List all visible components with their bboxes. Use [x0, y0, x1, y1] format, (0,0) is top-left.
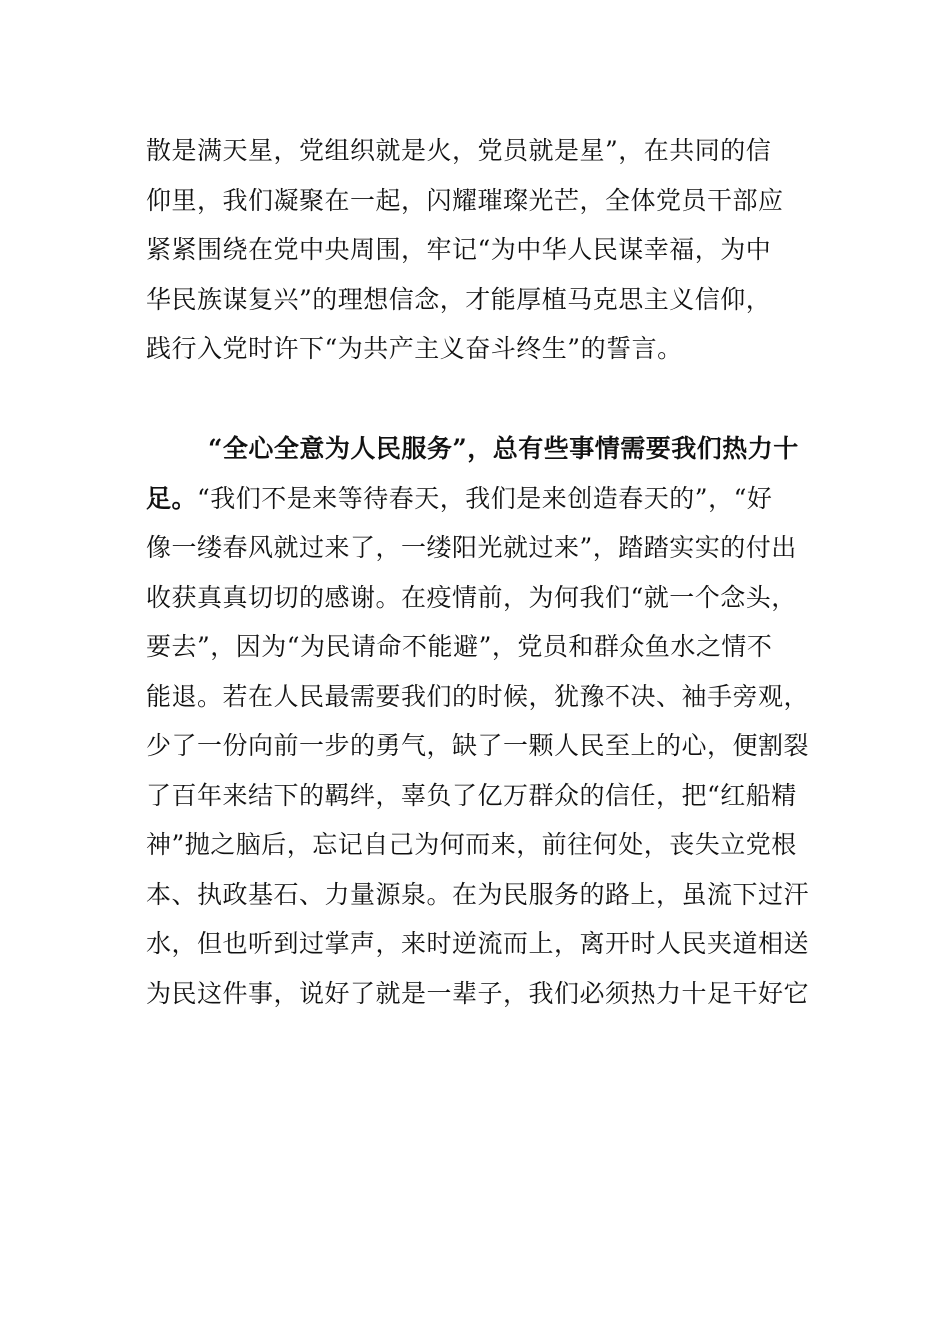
paragraph-line: 了百年来结下的羁绊，辜负了亿万群众的信任，把“红船精	[146, 780, 797, 810]
paragraph-line: 水，但也听到过掌声，来时逆流而上，离开时人民夹道相送	[146, 929, 810, 958]
paragraph-heading: “全心全意为人民服务”，总有些事情需要我们热力十	[208, 434, 799, 463]
paragraph-heading-end: 足。	[146, 483, 198, 513]
paragraph-line: 本、执政基石、力量源泉。在为民服务的路上，虽流下过汗	[146, 879, 810, 909]
paragraph-line: 少了一份向前一步的勇气，缺了一颗人民至上的心，便割裂	[146, 731, 810, 760]
paragraph-line-rest: “我们不是来等待春天，我们是来创造春天的”，“好	[197, 483, 773, 513]
paragraph-line: 要去”，因为“为民请命不能避”，党员和群众鱼水之情不	[146, 632, 773, 661]
paragraph-line	[146, 474, 816, 524]
paragraph-line: 紧紧围绕在党中央周围，牢记“为中华人民谋幸福，为中	[146, 235, 772, 264]
paragraph-line: 仰里，我们凝聚在一起，闪耀璀璨光芒，全体党员干部应	[146, 185, 784, 215]
paragraph-line: 收获真真切切的感谢。在疫情前，为何我们“就一个念头，	[146, 582, 797, 612]
paragraph-line: 华民族谋复兴”的理想信念，才能厚植马克思主义信仰，	[146, 284, 772, 314]
paragraph-line: 神”抛之脑后，忘记自己为何而来，前往何处，丧失立党根	[146, 830, 797, 859]
paragraph-line: 践行入党时许下“为共产主义奋斗终生”的誓言。	[146, 334, 683, 363]
paragraph-1	[146, 126, 816, 374]
paragraph-line: 散是满天星，党组织就是火，党员就是星”，在共同的信	[146, 136, 772, 165]
paragraph-2	[146, 424, 816, 1018]
paragraph-line: 为民这件事，说好了就是一辈子，我们必须热力十足干好它	[146, 978, 810, 1008]
paragraph-line: 像一缕春风就过来了，一缕阳光就过来”，踏踏实实的付出	[146, 533, 797, 562]
paragraph-line: 能退。若在人民最需要我们的时候，犹豫不决、袖手旁观，	[146, 681, 810, 711]
